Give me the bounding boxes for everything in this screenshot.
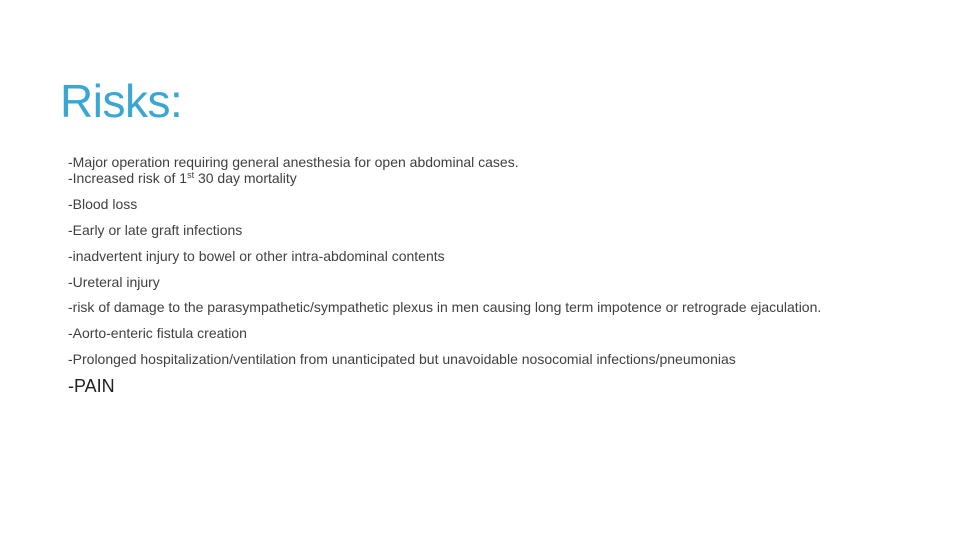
list-item-pain: -PAIN [68,376,115,396]
ordinal-superscript: st [187,170,195,180]
list-item: -Blood loss [68,196,138,212]
list-item: -Major operation requiring general anesthesia for open abdominal cases. [68,154,519,170]
list-item: -inadvertent injury to bowel or other intra-abdominal contents [68,248,445,264]
risk-list [68,155,908,396]
list-item: -risk of damage to the parasympathetic/sympathetic plexus in men causing long term impotence or retrograde ejaculation. [68,299,822,315]
list-item: -Aorto-enteric fistula creation [68,325,247,341]
list-item-text: -Increased risk of 1 [68,170,188,186]
list-item: -Prolonged hospitalization/ventilation from unanticipated but unavoidable nosocomial infections/pneumonias [68,351,736,367]
list-item: -Early or late graft infections [68,222,243,238]
list-item: -Ureteral injury [68,274,160,290]
slide-title: Risks: [60,75,183,127]
list-item [68,171,908,185]
list-item-text: 30 day mortality [194,170,297,186]
